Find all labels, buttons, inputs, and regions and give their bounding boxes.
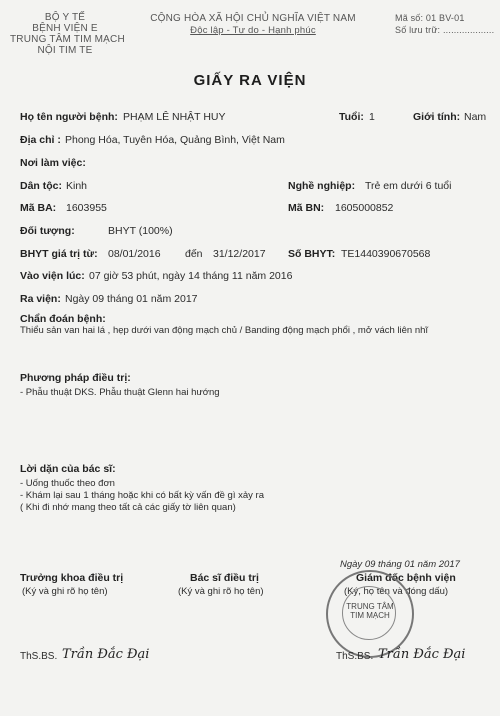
archive-number: Số lưu trữ: ................... — [395, 25, 495, 35]
signature-date: Ngày 09 tháng 01 năm 2017 — [340, 559, 460, 570]
dept-head-note: (Ký và ghi rõ họ tên) — [22, 586, 108, 597]
patient-object: BHYT (100%) — [108, 225, 173, 237]
discharge-date: Ngày 09 tháng 01 năm 2017 — [65, 293, 198, 305]
national-title: CỘNG HÒA XÃ HỘI CHỦ NGHĨA VIỆT NAM — [150, 13, 356, 24]
doctor-title: Bác sĩ điều trị — [190, 572, 259, 584]
director-note: (Ký, họ tên và đóng dấu) — [344, 586, 449, 597]
job-label: Nghề nghiệp: — [288, 180, 356, 192]
patient-gender: Nam — [464, 111, 487, 123]
ba-label: Mã BA: — [20, 202, 57, 214]
patient-job: Trẻ em dưới 6 tuổi — [365, 180, 452, 192]
stamp-text: TRUNG TÂM TIM MẠCH — [346, 602, 394, 620]
bhyt-number-label: Số BHYT: — [288, 248, 336, 260]
hospital-name: BỆNH VIỆN E — [32, 23, 98, 34]
bn-number: 1605000852 — [335, 202, 394, 214]
object-label: Đối tượng: — [20, 225, 75, 237]
patient-address: Phong Hóa, Tuyên Hóa, Quảng Bình, Việt Nam — [65, 134, 285, 146]
diagnosis-text: Thiểu sản van hai lá , hẹp dưới van động mạch chủ / Banding động mạch phổi , mở vách liên nhĩ — [20, 325, 429, 336]
treatment-label: Phương pháp điều trị: — [20, 372, 131, 384]
name-label: Họ tên người bệnh: — [20, 111, 118, 123]
ministry-name: BỘ Y TẾ — [44, 12, 86, 23]
ethnic-label: Dân tộc: — [20, 180, 62, 192]
advice-label: Lời dặn của bác sĩ: — [20, 463, 116, 475]
advice-line-3: ( Khi đi nhớ mang theo tất cả các giấy tờ liên quan) — [20, 502, 236, 513]
national-motto: Độc lập - Tự do - Hạnh phúc — [190, 25, 316, 36]
workplace-label: Nơi làm việc: — [20, 157, 86, 169]
center-name: TRUNG TÂM TIM MẠCH — [10, 34, 125, 45]
doctor-note: (Ký và ghi rõ họ tên) — [178, 586, 264, 597]
bhyt-to: 31/12/2017 — [213, 248, 266, 260]
signer-right-name: Trần Đắc Đại — [378, 647, 466, 662]
signer-left-name: Trần Đắc Đại — [62, 647, 150, 662]
department-name: NỘI TIM TE — [37, 45, 93, 56]
gender-label: Giới tính: — [413, 111, 461, 123]
discharge-label: Ra viện: — [20, 293, 61, 305]
bhyt-from: 08/01/2016 — [108, 248, 161, 260]
patient-ethnic: Kinh — [66, 180, 88, 192]
bhyt-valid-label: BHYT giá trị từ: — [20, 248, 98, 260]
age-label: Tuổi: — [339, 111, 364, 123]
hospital-stamp — [326, 570, 414, 658]
director-title: Giám đốc bệnh viện — [356, 572, 456, 584]
patient-name: PHẠM LÊ NHẬT HUY — [123, 111, 226, 123]
bhyt-number: TE1440390670568 — [341, 248, 431, 260]
signer-right-prefix: ThS.BS. — [336, 651, 374, 662]
dept-head-title: Trưởng khoa điều trị — [20, 572, 124, 584]
advice-line-2: - Khám lại sau 1 tháng hoặc khi có bất kỳ vấn đề gì xảy ra — [20, 490, 264, 501]
ba-number: 1603955 — [66, 202, 107, 214]
bn-label: Mã BN: — [288, 202, 325, 214]
treatment-text: - Phẫu thuật DKS. Phẫu thuật Glenn hai hướng — [20, 387, 220, 398]
admit-label: Vào viện lúc: — [20, 270, 85, 282]
page-title: GIẤY RA VIỆN — [193, 72, 307, 89]
signer-left-prefix: ThS.BS. — [20, 651, 58, 662]
admit-time: 07 giờ 53 phút, ngày 14 tháng 11 năm 2016 — [89, 270, 293, 282]
diagnosis-label: Chẩn đoán bệnh: — [20, 313, 106, 325]
advice-line-1: - Uống thuốc theo đơn — [20, 478, 115, 489]
form-code: Mã số: 01 BV-01 — [395, 13, 465, 23]
patient-age: 1 — [369, 111, 375, 123]
address-label: Địa chỉ : — [20, 134, 61, 146]
to-label: đến — [185, 248, 203, 260]
